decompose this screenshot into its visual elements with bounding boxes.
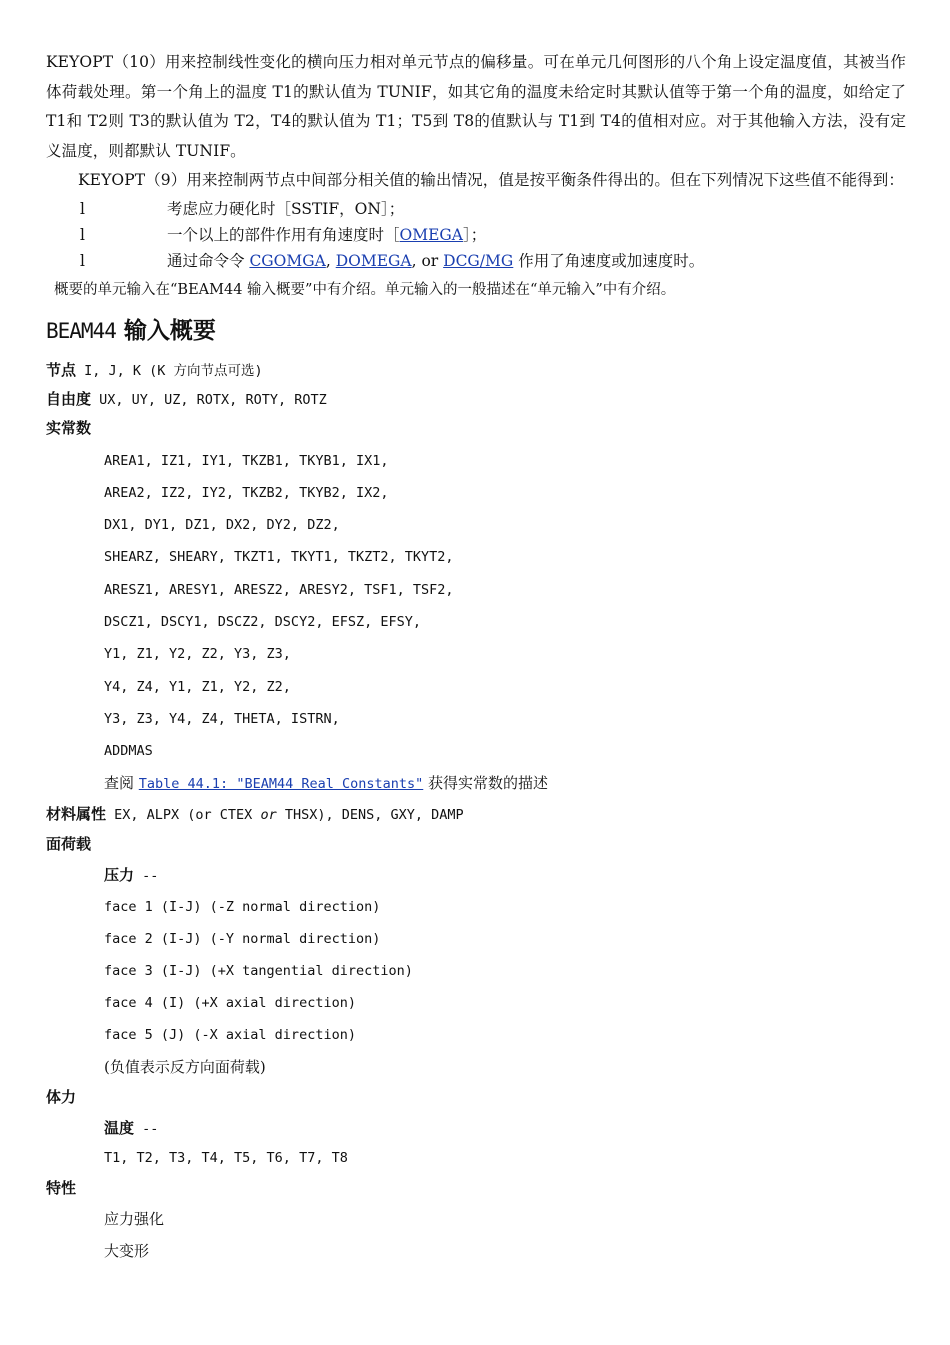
list-item: face 2 (I-J) (-Y normal direction) xyxy=(104,930,381,947)
separator: , xyxy=(325,251,336,270)
material-row xyxy=(46,800,906,829)
heading-text: 输入概要 xyxy=(115,317,216,344)
list-item: Y1, Z1, Y2, Z2, Y3, Z3, xyxy=(104,646,291,663)
temperature-row xyxy=(104,1112,906,1144)
temperature-suffix: -- xyxy=(134,1120,159,1137)
nodes-label: 节点 xyxy=(46,360,77,379)
heading-code: BEAM44 xyxy=(46,318,116,343)
bullet-text: 作用了角速度或加速度时。 xyxy=(513,251,705,270)
surface-loads-label: 面荷载 xyxy=(46,834,92,853)
bullet-mark: l xyxy=(80,199,85,218)
real-constants-list xyxy=(46,445,906,800)
list-item: ARESZ1, ARESY1, ARESZ2, ARESY2, TSF1, TSF2, xyxy=(104,581,454,598)
body-loads-label: 体力 xyxy=(46,1087,77,1106)
keyopt10-paragraph: KEYOPT（10）用来控制线性变化的横向压力相对单元节点的偏移量。可在单元几何图形的八个角上设定温度值，其被当作体荷载处理。第一个角上的温度 T1的默认值为 TUNIF，如其它角的温度未给定时其默认值等于第一个角的温度，如给定了 T1和 T2则 T3的默认值为 T2，T4的默认值为 T1；T5到 T8的值默认与 T1到 T4的值相对应。对于其他输入方法，没有定义温度，则都默认 TUNIF。 xyxy=(46,53,906,160)
temperature-values: T1, T2, T3, T4, T5, T6, T7, T8 xyxy=(104,1149,348,1166)
dcgmg-link[interactable]: DCG/MG xyxy=(443,251,514,270)
see-table-row xyxy=(104,767,906,799)
bullet-item xyxy=(46,222,906,248)
list-item: Y3, Z3, Y4, Z4, THETA, ISTRN, xyxy=(104,710,340,727)
surface-loads-list xyxy=(46,859,906,1083)
list-item: ADDMAS xyxy=(104,743,153,760)
see-text: 查阅 xyxy=(104,774,139,793)
dof-row xyxy=(46,385,906,414)
keyopt9-paragraph: KEYOPT（9）用来控制两节点中间部分相关值的输出情况，值是按平衡条件得出的。但在下列情况下这些值不能得到： xyxy=(78,171,904,189)
material-label: 材料属性 xyxy=(46,804,107,823)
section-heading xyxy=(46,312,906,350)
list-item: face 5 (J) (-X axial direction) xyxy=(104,1026,356,1043)
cgomga-link[interactable]: CGOMGA xyxy=(249,251,326,270)
see-text: 获得实常数的描述 xyxy=(423,774,549,793)
list-item: Y4, Z4, Y1, Z1, Y2, Z2, xyxy=(104,678,291,695)
bullet-mark: l xyxy=(80,251,85,270)
pressure-label: 压力 xyxy=(104,865,135,884)
material-or: or xyxy=(260,806,277,823)
dof-label: 自由度 xyxy=(46,389,92,408)
bullet-text: 一个以上的部件作用有角速度时［ xyxy=(167,225,400,244)
bullet-text: 通过命令令 xyxy=(167,251,250,270)
bullet-text: ］； xyxy=(462,225,487,244)
bullet-text: 考虑应力硬化时［SSTIF，ON］； xyxy=(167,199,405,218)
real-constants-table-link[interactable]: Table 44.1: "BEAM44 Real Constants" xyxy=(138,776,424,793)
body-loads-row xyxy=(46,1083,906,1112)
domega-link[interactable]: DOMEGA xyxy=(335,251,412,270)
list-item: AREA2, IZ2, IY2, TKZB2, TKYB2, IX2, xyxy=(104,484,389,501)
special-features-label: 特性 xyxy=(46,1178,77,1197)
nodes-value: I, J, K (K 方向节点可选) xyxy=(76,362,263,379)
list-item: face 4 (I) (+X axial direction) xyxy=(104,994,356,1011)
surface-loads-row xyxy=(46,830,906,859)
bullet-mark: l xyxy=(80,225,85,244)
bullet-item xyxy=(46,248,906,274)
pressure-suffix: -- xyxy=(134,867,159,884)
list-item: DX1, DY1, DZ1, DX2, DY2, DZ2, xyxy=(104,517,340,534)
dof-value: UX, UY, UZ, ROTX, ROTY, ROTZ xyxy=(91,391,327,408)
body-loads-list xyxy=(46,1112,906,1173)
document-page xyxy=(46,48,906,1267)
material-value: THSX), DENS, GXY, DAMP xyxy=(276,806,464,823)
list-item: 应力强化 xyxy=(104,1209,165,1228)
nodes-row xyxy=(46,356,906,385)
real-constants-label: 实常数 xyxy=(46,418,92,437)
list-item: 大变形 xyxy=(104,1241,150,1260)
list-item: DSCZ1, DSCY1, DSCZ2, DSCY2, EFSZ, EFSY, xyxy=(104,613,421,630)
list-item: face 3 (I-J) (+X tangential direction) xyxy=(104,962,413,979)
surface-note: (负值表示反方向面荷载) xyxy=(104,1057,266,1076)
special-features-list xyxy=(46,1203,906,1267)
temperature-label: 温度 xyxy=(104,1118,135,1137)
special-features-row xyxy=(46,1174,906,1203)
list-item: AREA1, IZ1, IY1, TKZB1, TKYB1, IX1, xyxy=(104,452,389,469)
material-value: EX, ALPX (or CTEX xyxy=(106,806,261,823)
bullet-item xyxy=(46,196,906,222)
pressure-row xyxy=(104,859,906,891)
list-item: SHEARZ, SHEARY, TKZT1, TKYT1, TKZT2, TKYT2, xyxy=(104,549,454,566)
omega-link[interactable]: OMEGA xyxy=(399,225,463,244)
summary-text: 概要的单元输入在“BEAM44 输入概要”中有介绍。单元输入的一般描述在“单元输入”中有介绍。 xyxy=(54,281,676,298)
separator: , or xyxy=(411,251,444,270)
list-item: face 1 (I-J) (-Z normal direction) xyxy=(104,898,381,915)
real-constants-row xyxy=(46,414,906,443)
